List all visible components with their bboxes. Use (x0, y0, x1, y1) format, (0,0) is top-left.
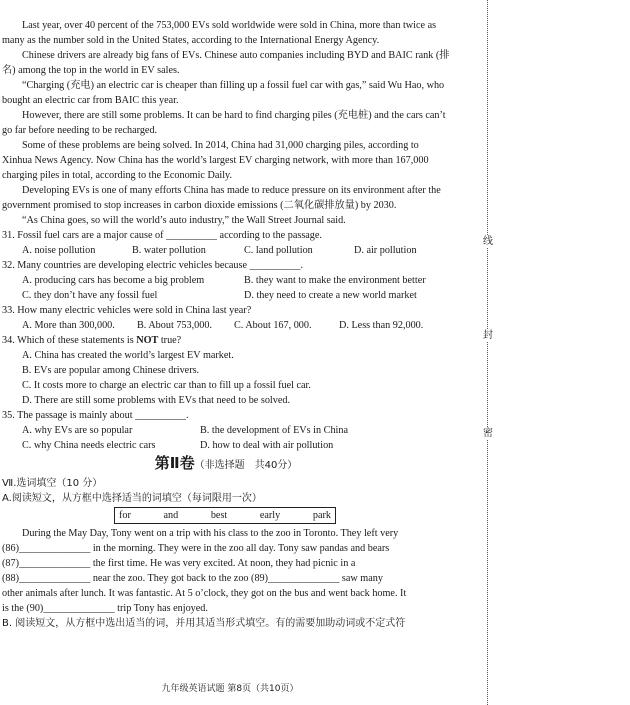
option-a: A. noise pollution (22, 245, 96, 256)
word-option: early (259, 510, 281, 521)
section-title: 第Ⅱ卷 (154, 454, 195, 472)
options-row (2, 423, 450, 438)
option-c: C. land pollution (244, 245, 313, 256)
option-b: B. water pollution (132, 245, 206, 256)
question-35 (2, 408, 450, 453)
passage-paragraph: Developing EVs is one of many efforts China has made to reduce pressure on its environment after the government promised to stop increases in carbon dioxide emissions (二氧化碳排放量) by 2030. (2, 185, 441, 211)
option-a: A. why EVs are so popular (22, 425, 133, 436)
options-row (2, 243, 450, 258)
question-stem: 33. How many electric vehicles were sold in China last year? (2, 305, 252, 316)
passage-paragraph: Some of these problems are being solved. In 2014, China had 31,000 charging piles, according to Xinhua News Agency. Now China has the world’s largest EV charging network, with more than 167,000 charging piles in total, according to the Economic Daily. (2, 140, 429, 181)
cloze-line: During the May Day, Tony went on a trip with his class to the zoo in Toronto. They left very (22, 528, 399, 539)
options-row (2, 273, 450, 288)
question-33 (2, 303, 450, 333)
text-column (2, 18, 450, 631)
question-stem: 35. The passage is mainly about __________. (2, 410, 189, 421)
option-c: C. It costs more to charge an electric car than to fill up a fossil fuel car. (22, 380, 311, 391)
option-b: B. the development of EVs in China (200, 425, 348, 436)
question-stem: 31. Fossil fuel cars are a major cause of __________ according to the passage. (2, 230, 322, 241)
word-option: park (312, 510, 331, 521)
stem-text: true? (158, 335, 182, 346)
options-row (2, 288, 450, 303)
option-d: D. how to deal with air pollution (200, 440, 334, 451)
stem-text: 34. Which of these statements is (2, 335, 137, 346)
passage-paragraph: Last year, over 40 percent of the 753,000 EVs sold worldwide were sold in China, more than twice as many as the number sold in the United States, according to the International Energy Agency. (2, 20, 437, 46)
binding-margin (482, 0, 494, 705)
option-c: C. About 167, 000. (234, 320, 312, 331)
side-mark-xian: 线 (483, 236, 493, 247)
option-a: A. More than 300,000. (22, 320, 115, 331)
question-31 (2, 228, 450, 258)
cloze-line: is the (90)______________ trip Tony has enjoyed. (2, 603, 208, 614)
option-d: D. There are still some problems with EVs that need to be solved. (22, 395, 291, 406)
word-option: for (119, 510, 131, 521)
option-b: B. About 753,000. (137, 320, 212, 331)
cloze-line: (86)______________ in the morning. They were in the zoo all day. Tony saw pandas and bears (2, 543, 390, 554)
word-box (114, 507, 336, 524)
options-row (2, 318, 450, 333)
cloze-line: other animals after lunch. It was fantastic. At 5 o’clock, they got on the bus and went back home. It (2, 588, 407, 599)
option-c: C. why China needs electric cars (22, 440, 156, 451)
word-box-wrapper (2, 507, 450, 524)
question-32 (2, 258, 450, 303)
section-subtitle: （非选择题 共40分） (194, 460, 298, 471)
option-a: A. China has created the world’s largest EV market. (22, 350, 234, 361)
option-b: B. they want to make the environment better (244, 275, 426, 286)
side-mark-mi: 密 (483, 428, 493, 439)
options-row (2, 438, 450, 453)
option-d: D. Less than 92,000. (339, 320, 424, 331)
page-footer: 九年级英语试题 第8页（共10页） (161, 684, 299, 694)
stem-emphasis: NOT (136, 335, 159, 346)
word-option: and (163, 510, 179, 521)
option-d: D. they need to create a new world market (244, 290, 417, 301)
passage-paragraph: However, there are still some problems. It can be hard to find charging piles (充电桩) and the cars can’t go far before needing to be recharged. (2, 110, 446, 136)
side-mark-feng: 封 (483, 330, 493, 341)
dotted-binding-line (487, 0, 488, 705)
passage-paragraph: Chinese drivers are already big fans of EVs. Chinese auto companies including BYD and BAIC rank (排名) among the top in the world in EV sales. (2, 50, 450, 76)
cloze-line: (87)______________ the first time. He was very excited. At noon, they had picnic in a (2, 558, 356, 569)
option-a: A. producing cars has become a big problem (22, 275, 205, 286)
section-heading (2, 456, 450, 473)
part-b-instructions: B. 阅读短文，从方框中选出适当的词，并用其适当形式填空。有的需要加助动词或不定式符 (2, 618, 406, 629)
question-stem: 32. Many countries are developing electric vehicles because __________. (2, 260, 303, 271)
cloze-line: (88)______________ near the zoo. They got back to the zoo (89)______________ saw many (2, 573, 383, 584)
part-a-instructions: A.阅读短文，从方框中选择适当的词填空（每词限用一次） (2, 493, 262, 504)
question-34 (2, 333, 450, 408)
option-c: C. they don’t have any fossil fuel (22, 290, 158, 301)
option-b: B. EVs are popular among Chinese drivers. (22, 365, 200, 376)
part-title: Ⅶ.选词填空（10 分） (2, 478, 103, 489)
word-option: best (210, 510, 228, 521)
passage-paragraph: “Charging (充电) an electric car is cheaper than filling up a fossil fuel car with gas,” said Wu Hao, who bought an electric car from BAIC this year. (2, 80, 445, 106)
option-d: D. air pollution (354, 245, 417, 256)
passage-paragraph: “As China goes, so will the world’s auto industry,” the Wall Street Journal said. (22, 215, 346, 226)
question-stem (2, 333, 450, 348)
